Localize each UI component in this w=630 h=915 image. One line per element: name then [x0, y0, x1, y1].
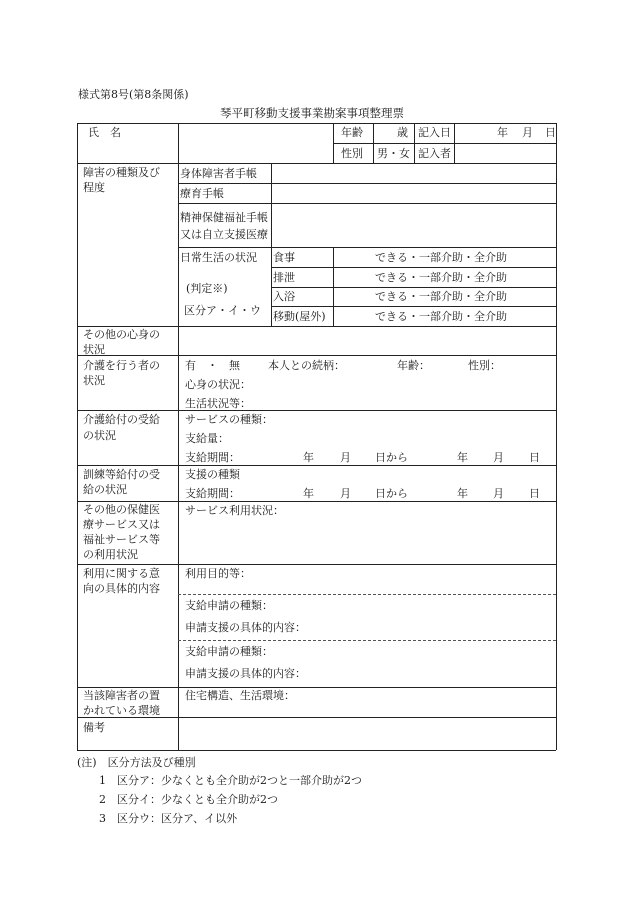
request-detail-2: 申請支援の具体的内容： — [185, 667, 306, 680]
daily-life-label: 日常生活の状況 — [180, 251, 257, 264]
training-period-month: 月 — [340, 487, 351, 500]
care-benefit-label: 介護給付の受給 — [83, 413, 160, 426]
care-period-end-year: 年 — [457, 451, 468, 464]
remarks-label: 備考 — [83, 721, 105, 734]
activity-bathing-options: できる・一部介助・全介助 — [375, 290, 507, 303]
activity-mobility-options: できる・一部介助・全介助 — [375, 310, 507, 323]
judgment-label: (判定※) — [186, 282, 228, 295]
physical-disability-certificate: 身体障害者手帳 — [180, 167, 257, 180]
caregiver-health: 心身の状況： — [185, 378, 251, 391]
care-period: 支給期間： — [185, 451, 240, 464]
training-period-end-day: 日 — [529, 487, 540, 500]
training-period-end-year: 年 — [457, 487, 468, 500]
care-amount: 支給量： — [185, 432, 229, 445]
note-item: 1 区分ア：少なくとも全介助が2つと一部介助が2つ — [99, 774, 362, 787]
entry-month: 月 — [522, 126, 533, 139]
caregiver-age: 年齢： — [397, 359, 430, 372]
training-period-year: 年 — [303, 487, 314, 500]
activity-toileting-options: できる・一部介助・全介助 — [375, 271, 507, 284]
other-services-label-4: の利用状況 — [83, 548, 138, 561]
caregiver-label-2: 状況 — [83, 374, 105, 387]
activity-eating-options: できる・一部介助・全介助 — [375, 251, 507, 264]
intent-label: 利用に関する意 — [83, 567, 160, 580]
mental-physical-label-2: 状況 — [83, 343, 105, 356]
other-services-label-3: 福祉サービス等 — [83, 533, 160, 546]
entry-year: 年 — [497, 126, 508, 139]
activity-toileting: 排泄 — [273, 271, 295, 284]
usage-purpose: 利用目的等： — [185, 567, 251, 580]
service-usage: サービス利用状況： — [185, 504, 284, 517]
housing-environment: 住宅構造、生活環境： — [185, 689, 295, 702]
request-detail-1: 申請支援の具体的内容： — [185, 621, 306, 634]
form-number: 様式第8号(第8条関係) — [78, 88, 189, 101]
gender-options: 男・女 — [377, 147, 410, 160]
training-benefit-label: 訓練等給付の受 — [83, 468, 160, 481]
caregiver-relation: 本人との続柄： — [268, 359, 345, 372]
environment-label: 当該障害者の置 — [83, 689, 160, 702]
mental-health-certificate-2: 又は自立支援医療 — [180, 228, 268, 241]
note-item: 2 区分イ：少なくとも全介助が2つ — [99, 793, 278, 806]
care-benefit-label-2: の状況 — [83, 429, 116, 442]
mental-health-certificate: 精神保健福祉手帳 — [180, 211, 268, 224]
training-support-type: 支援の種類 — [185, 468, 240, 481]
training-period-from: 日から — [375, 487, 408, 500]
disability-label: 障害の種類及び — [83, 166, 160, 179]
caregiver-label: 介護を行う者の — [83, 359, 160, 372]
notes-heading: (注) 区分方法及び種別 — [77, 756, 196, 769]
activity-bathing: 入浴 — [273, 290, 295, 303]
training-period-end-month: 月 — [493, 487, 504, 500]
other-services-label-2: 療サービス又は — [83, 518, 160, 531]
care-service-type: サービスの種類： — [185, 413, 273, 426]
mental-physical-label: その他の心身の — [83, 328, 160, 341]
rehabilitation-certificate: 療育手帳 — [180, 187, 224, 200]
other-services-label: その他の保健医 — [83, 503, 160, 516]
disability-label-2: 程度 — [83, 181, 105, 194]
entry-day: 日 — [545, 126, 556, 139]
entry-date-label: 記入日 — [418, 126, 451, 139]
care-period-year: 年 — [303, 451, 314, 464]
page-title: 琴平町移動支援事業勘案事項整理票 — [220, 106, 404, 120]
note-item: 3 区分ウ：区分ア、イ以外 — [99, 812, 238, 825]
gender-label: 性別 — [341, 147, 363, 160]
intent-label-2: 向の具体的内容 — [83, 582, 160, 595]
category-label: 区分ア・イ・ウ — [184, 304, 261, 317]
request-type-2: 支給申請の種類： — [185, 645, 273, 658]
caregiver-presence: 有 ・ 無 — [185, 359, 240, 372]
training-benefit-label-2: 給の状況 — [83, 483, 127, 496]
care-period-end-month: 月 — [493, 451, 504, 464]
recorder-label: 記入者 — [418, 147, 451, 160]
training-period: 支給期間： — [185, 487, 240, 500]
care-period-end-day: 日 — [529, 451, 540, 464]
name-label: 氏 名 — [88, 126, 121, 139]
age-unit: 歳 — [397, 126, 408, 139]
caregiver-gender: 性別： — [468, 359, 501, 372]
activity-mobility: 移動(屋外) — [273, 310, 326, 323]
age-label: 年齢 — [341, 126, 363, 139]
environment-label-2: かれている環境 — [83, 704, 160, 717]
caregiver-living: 生活状況等： — [185, 397, 251, 410]
care-period-month: 月 — [340, 451, 351, 464]
care-period-from: 日から — [375, 451, 408, 464]
activity-eating: 食事 — [273, 251, 295, 264]
request-type-1: 支給申請の種類： — [185, 599, 273, 612]
